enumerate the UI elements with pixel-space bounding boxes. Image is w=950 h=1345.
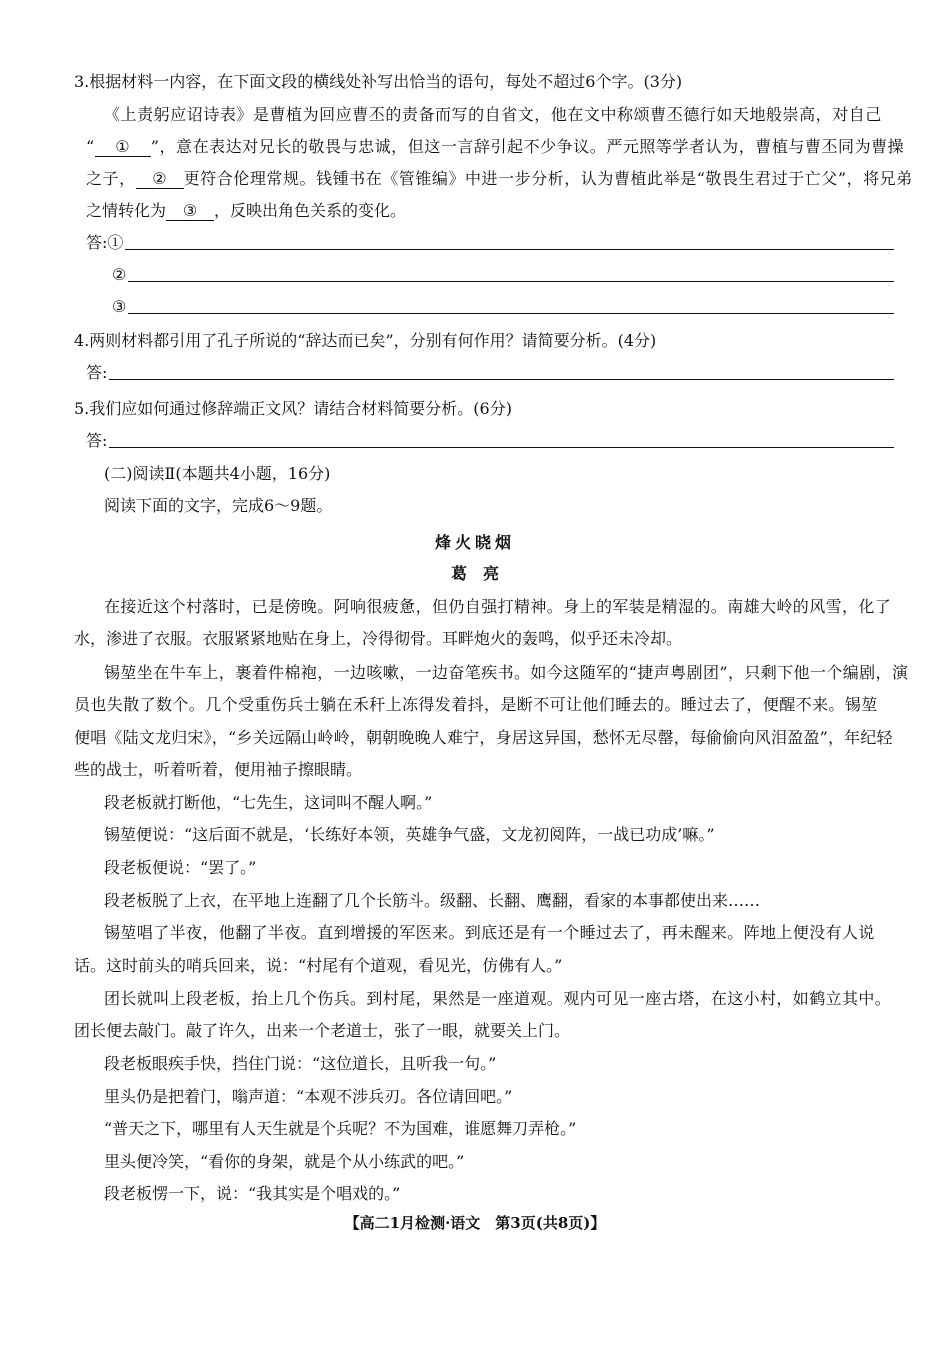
article-line: 段老板就打断他，“七先生，这词叫不醒人啊。”	[104, 793, 433, 812]
answer-rule	[125, 248, 894, 250]
article-line: 在接近这个村落时，已是傍晚。阿响很疲惫，但仍自强打精神。身上的军装是精湿的。南雄大岭的风雪，化了	[104, 597, 892, 616]
blank-1: ①	[95, 138, 151, 157]
article-line: 员也失散了数个。几个受重伤兵士躺在禾秆上冻得发着抖，是断不可让他们睡去的。睡过去了，便醒不来。锡堃	[74, 695, 878, 714]
article-line: 话。这时前头的哨兵回来，说：“村尾有个道观，看见光，仿佛有人。”	[74, 956, 563, 975]
q3-paragraph-line	[86, 200, 894, 222]
answer-label: ③	[112, 297, 127, 316]
article-line: 段老板愣一下，说：“我其实是个唱戏的。”	[104, 1184, 401, 1203]
article-author: 葛 亮	[450, 564, 499, 583]
open-quote: “	[86, 137, 95, 156]
q3-paragraph-text: 更符合伦理常规。钱锺书在《管锥编》中进一步分析，认为曹植此举是“敬畏生君过于亡父”，将兄弟	[183, 169, 913, 188]
article-line: 锡堃便说：“这后面不就是，‘长练好本领，英雄争气盛，文龙初阅阵，一战已功成’嘛。”	[104, 825, 715, 844]
article-line: 团长就叫上段老板，抬上几个伤兵。到村尾，果然是一座道观。观内可见一座古塔，在这小村，如鹤立其中。	[104, 989, 892, 1008]
answer-label: 答:	[86, 363, 108, 382]
q3-paragraph-line	[86, 168, 913, 190]
section-heading: (二)阅读Ⅱ(本题共4小题，16分)	[104, 464, 331, 483]
section-instruction: 阅读下面的文字，完成6～9题。	[104, 496, 333, 515]
answer-label: ②	[112, 265, 127, 284]
article-line: 段老板眼疾手快，挡住门说：“这位道长，且听我一句。”	[104, 1054, 497, 1073]
answer-line-3[interactable]	[112, 294, 894, 318]
article-line: “普天之下，哪里有人天生就是个兵呢？不为国难，谁愿舞刀弄枪。”	[104, 1119, 577, 1138]
article-line: 便唱《陆文龙归宋》，“乡关远隔山岭岭，朝朝晚晚人难宁，身居这异国，愁怀无尽罄，每偷偷向风泪盈盈”，年纪轻	[74, 728, 893, 747]
article-line: 里头便冷笑，“看你的身架，就是个从小练武的吧。”	[104, 1152, 465, 1171]
article-title: 烽火晓烟	[434, 533, 515, 552]
article-line: 锡堃坐在牛车上，裹着件棉袍，一边咳嗽，一边奋笔疾书。如今这随军的“捷声粤剧团”，只剩下他一个编剧，演	[104, 663, 909, 682]
article-line: 些的战士，听着听着，便用袖子擦眼睛。	[74, 760, 363, 779]
q4-answer-line[interactable]	[86, 360, 894, 384]
answer-rule	[109, 446, 894, 448]
q3-paragraph-text: 之子，	[86, 169, 136, 188]
answer-line-1[interactable]	[86, 230, 894, 254]
article-line: 里头仍是把着门，嗡声道：“本观不涉兵刃。各位请回吧。”	[104, 1087, 513, 1106]
answer-line-2[interactable]	[112, 262, 894, 286]
article-line: 段老板脱了上衣，在平地上连翻了几个长筋斗。级翻、长翻、鹰翻，看家的本事都使出来……	[104, 891, 761, 910]
page-footer: 【高二1月检测·语文 第3页(共8页)】	[344, 1214, 606, 1232]
answer-label: 答:	[86, 431, 108, 450]
q3-paragraph-text: 之情转化为	[86, 201, 167, 220]
answer-label: 答:①	[86, 233, 124, 252]
article-line: 团长便去敲门。敲了许久，出来一个老道士，张了一眼，就要关上门。	[74, 1021, 571, 1040]
q3-paragraph-text: ，反映出角色关系的变化。	[214, 201, 407, 220]
q3-paragraph-text: ”，意在表达对兄长的敬畏与忠诚，但这一言辞引起不少争议。严元照等学者认为，曹植与曹丕同为曹操	[150, 137, 905, 156]
q3-paragraph-line	[86, 136, 905, 158]
q4-stem: 4.两则材料都引用了孔子所说的“辞达而已矣”，分别有何作用？请简要分析。(4分)	[74, 331, 657, 350]
blank-2: ②	[136, 170, 184, 189]
q3-stem: 3.根据材料一内容，在下面文段的横线处补写出恰当的语句，每处不超过6个字。(3分)	[74, 72, 683, 91]
answer-rule	[128, 280, 894, 282]
q3-paragraph-line: 《上责躬应诏诗表》是曹植为回应曹丕的责备而写的自省文，他在文中称颂曹丕德行如天地般崇高，对自己	[104, 105, 882, 124]
answer-rule	[109, 378, 894, 380]
article-line: 段老板便说：“罢了。”	[104, 858, 257, 877]
q5-answer-line[interactable]	[86, 428, 894, 452]
answer-rule	[128, 312, 894, 314]
article-line: 锡堃唱了半夜，他翻了半夜。直到增援的军医来。到底还是有一个睡过去了，再未醒来。阵地上便没有人说	[104, 923, 875, 942]
blank-3: ③	[166, 202, 214, 221]
article-line: 水，渗进了衣服。衣服紧紧地贴在身上，冷得彻骨。耳畔炮火的轰鸣，似乎还未冷却。	[74, 629, 683, 648]
q5-stem: 5.我们应如何通过修辞端正文风？请结合材料简要分析。(6分)	[74, 399, 512, 418]
